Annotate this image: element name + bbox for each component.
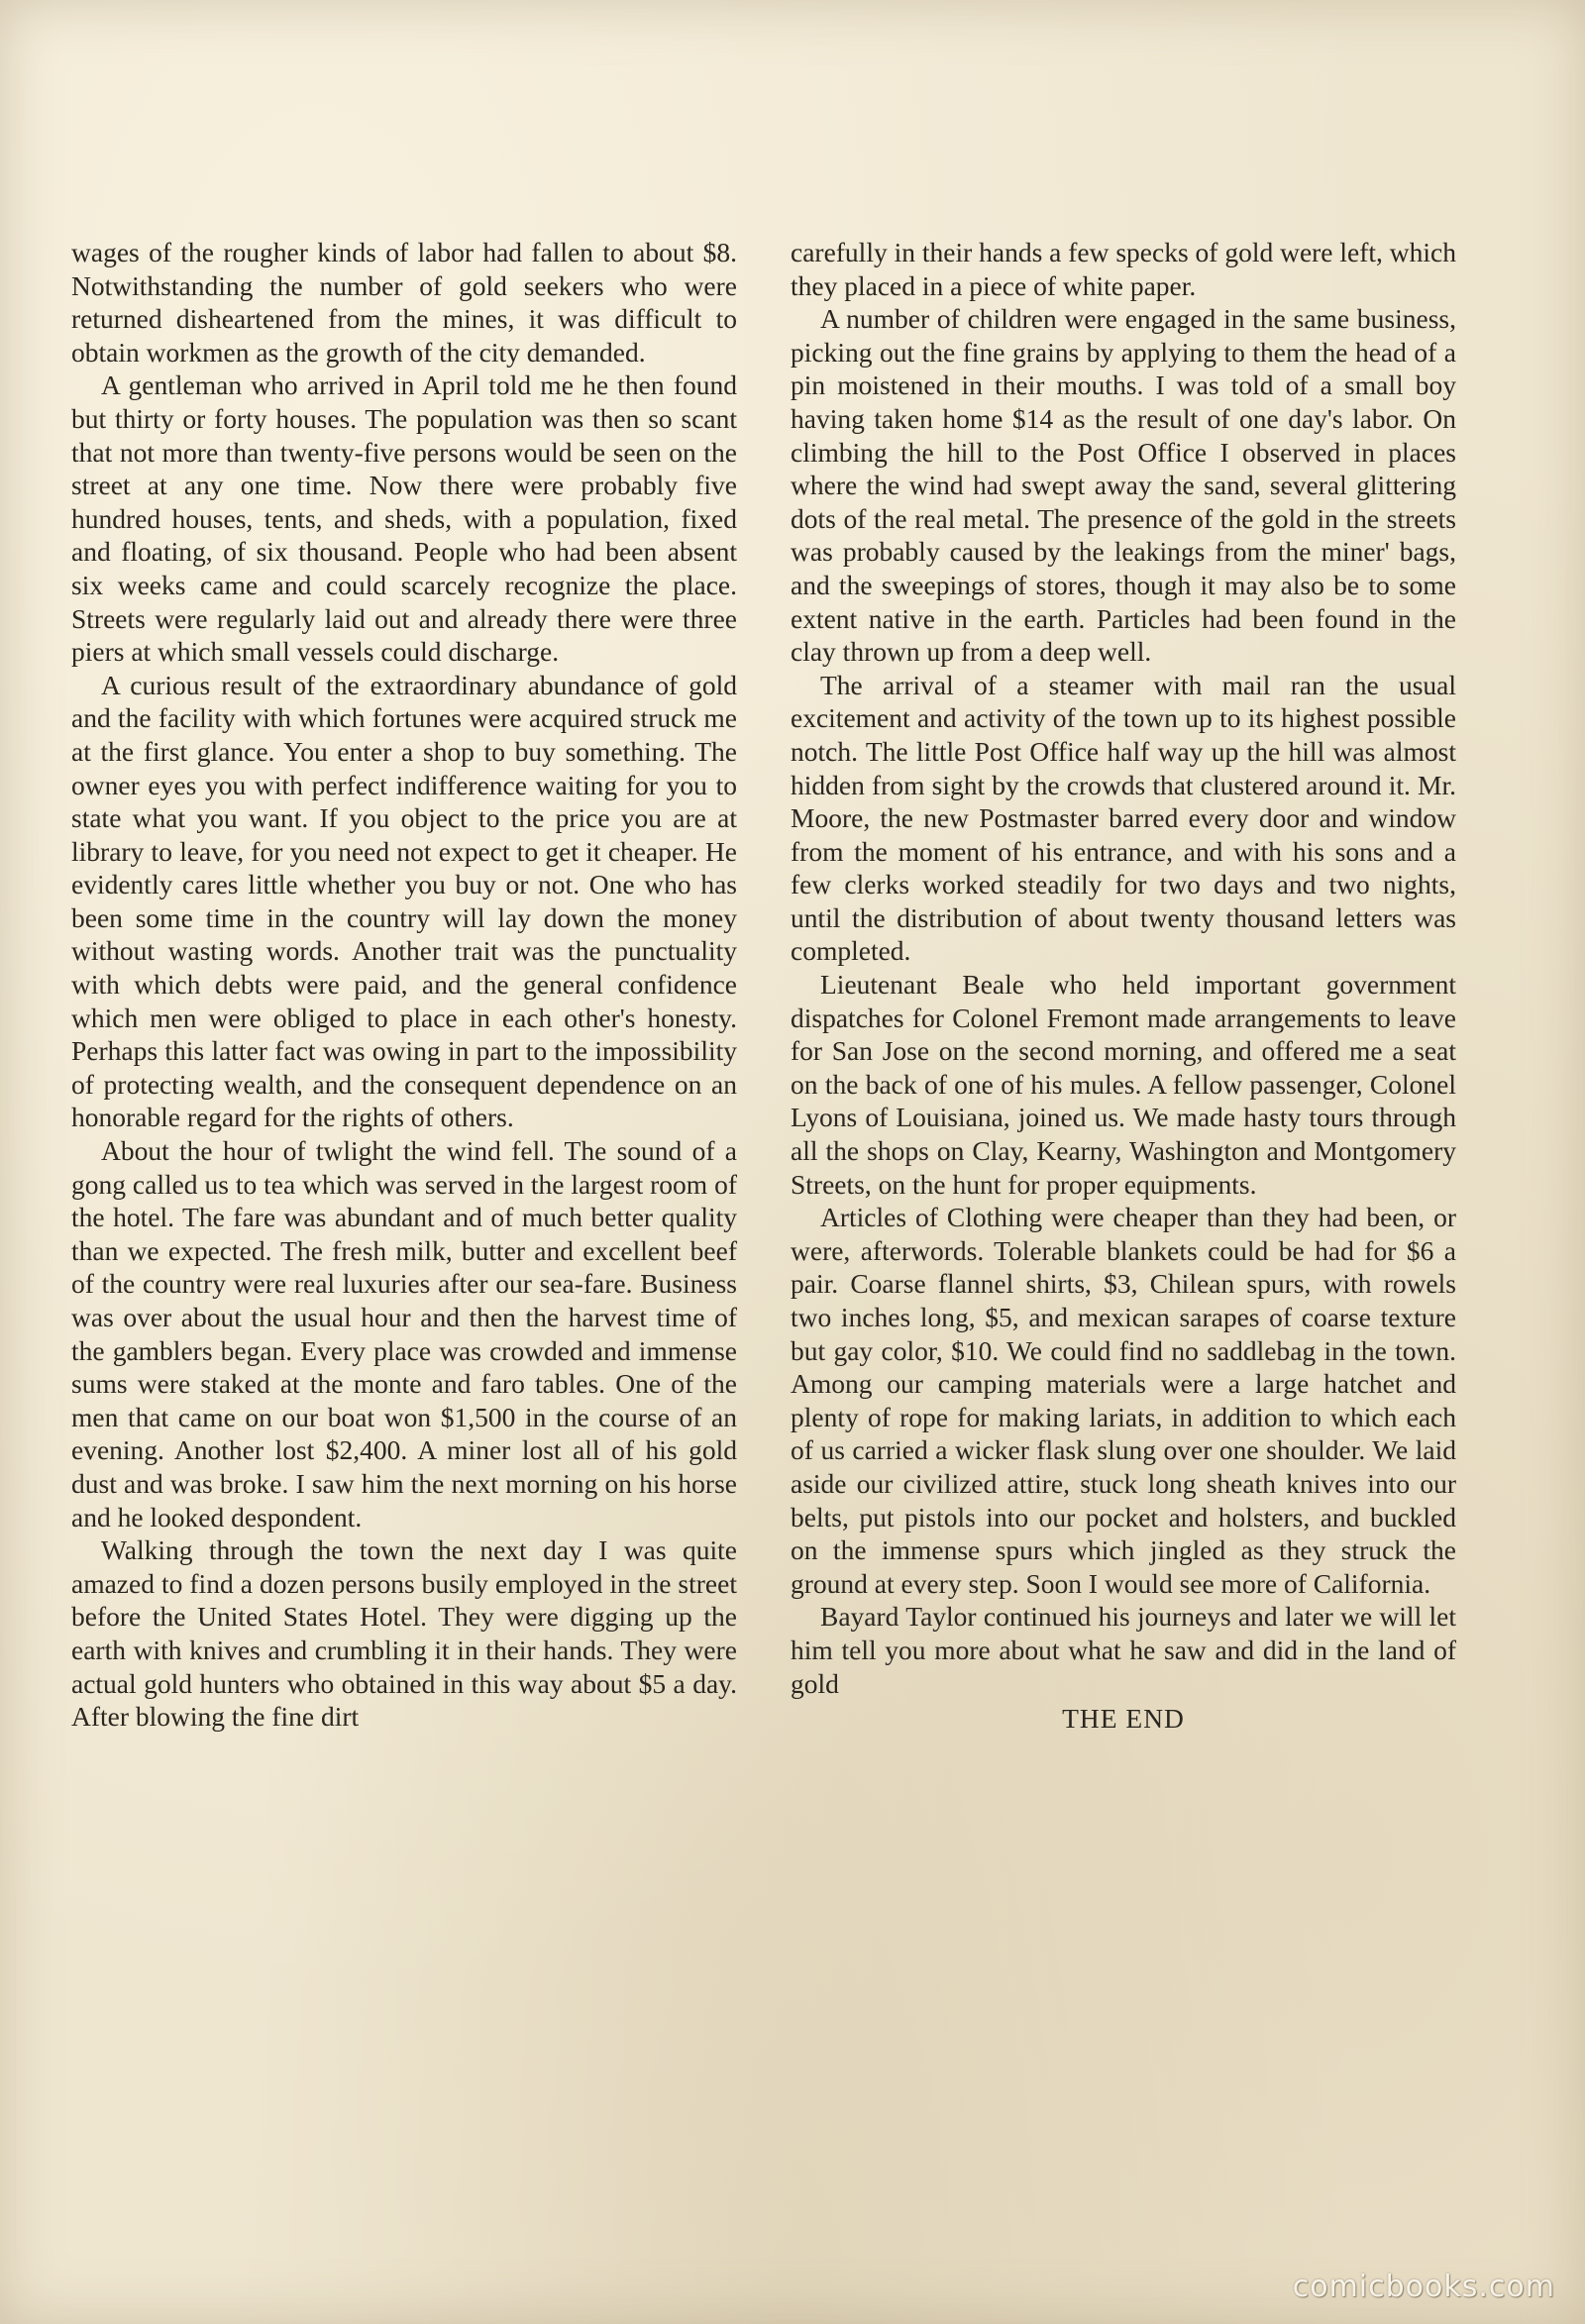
paragraph: Lieutenant Beale who held important government dispatches for Colonel Fremont made arrangements to leave for San Jose on the second morning, and offered me a seat on the back of one of his mules. A fellow passenger, Colonel Lyons of Louisiana, joined us. We made hasty tours through all the shops on Clay, Kearny, Washington and Montgomery Streets, on the hunt for proper equipments. [791,969,1456,1200]
paragraph: carefully in their hands a few specks of gold were left, which they placed in a piece of white paper. [791,237,1456,301]
paragraph: Bayard Taylor continued his journeys and later we will let him tell you more about what he saw and did in the land of gold [791,1601,1456,1699]
paragraph: wages of the rougher kinds of labor had fallen to about $8. Notwithstanding the number of gold seekers who were returned disheartened from the mines, it was difficult to obtain workmen as the growth of the city demanded. [71,237,737,368]
left-text-column [71,236,737,1734]
paragraph: Articles of Clothing were cheaper than they had been, or were, afterwords. Tolerable blankets could be had for $6 a pair. Coarse flannel shirts, $3, Chilean spurs, with rowels two inches long, $5, and mexican sarapes of coarse texture but gay color, $10. We could find no saddlebag in the town. Among our camping materials were a large hatchet and plenty of rope for making lariats, in addition to which each of us carried a wicker flask slung over one shoulder. We laid aside our civilized attire, stuck long sheath knives into our belts, put pistols into our pocket and holsters, and buckled on the immense spurs which jingled as they struck the ground at every step. Soon I would see more of California. [791,1202,1456,1599]
paragraph: A curious result of the extraordinary abundance of gold and the facility with which fortunes were acquired struck me at the first glance. You enter a shop to buy something. The owner eyes you with perfect indifference waiting for you to state what you want. If you object to the price you are at library to leave, for you need not expect to get it cheaper. He evidently cares little whether you buy or not. One who has been some time in the country will lay down the money without wasting words. Another trait was the punctuality with which debts were paid, and the general confidence which men were obliged to place in each other's honesty. Perhaps this latter fact was owing in part to the impossibility of protecting wealth, and the consequent dependence on an honorable regard for the rights of others. [71,669,737,1133]
paragraph: About the hour of twlight the wind fell. The sound of a gong called us to tea which was served in the largest room of the hotel. The fare was abundant and of much better quality than we expected. The fresh milk, butter and excellent beef of the country were real luxuries after our sea-fare. Business was over about the usual hour and then the harvest time of the gamblers began. Every place was crowded and immense sums were staked at the monte and faro tables. One of the men that came on our boat won $1,500 in the course of an evening. Another lost $2,400. A miner lost all of his gold dust and was broke. I saw him the next morning on his horse and he looked despondent. [71,1135,737,1532]
paragraph: A number of children were engaged in the same business, picking out the fine grains by applying to them the head of a pin moistened in their mouths. I was told of a small boy having taken home $14 as the result of one day's labor. On climbing the hill to the Post Office I observed in places where the wind had swept away the sand, several glittering dots of the real metal. The presence of the gold in the streets was probably caused by the leakings from the miner' bags, and the sweepings of stores, though it may also be to some extent native in the earth. Particles had been found in the clay thrown up from a deep well. [791,303,1456,668]
watermark: comicbooks.com [1292,2270,1555,2304]
right-text-column [791,236,1456,1736]
paragraph: The arrival of a steamer with mail ran the usual excitement and activity of the town up to its highest possible notch. The little Post Office half way up the hill was almost hidden from sight by the crowds that clustered around it. Mr. Moore, the new Postmaster barred every door and window from the moment of his entrance, and with his sons and a few clerks worked steadily for two days and two nights, until the distribution of about twenty thousand letters was completed. [791,669,1456,967]
the-end-label: THE END [1062,1703,1185,1735]
paragraph: Walking through the town the next day I was quite amazed to find a dozen persons busily employed in the street before the United States Hotel. They were digging up the earth with knives and crumbling it in their hands. They were actual gold hunters who obtained in this way about $5 a day. After blowing the fine dirt [71,1534,737,1733]
paragraph: A gentleman who arrived in April told me he then found but thirty or forty houses. The population was then so scant that not more than twenty-five persons would be seen on the street at any one time. Now there were probably five hundred houses, tents, and sheds, with a population, fixed and floating, of six thousand. People who had been absent six weeks came and could scarcely recognize the place. Streets were regularly laid out and already there were three piers at which small vessels could discharge. [71,370,737,668]
